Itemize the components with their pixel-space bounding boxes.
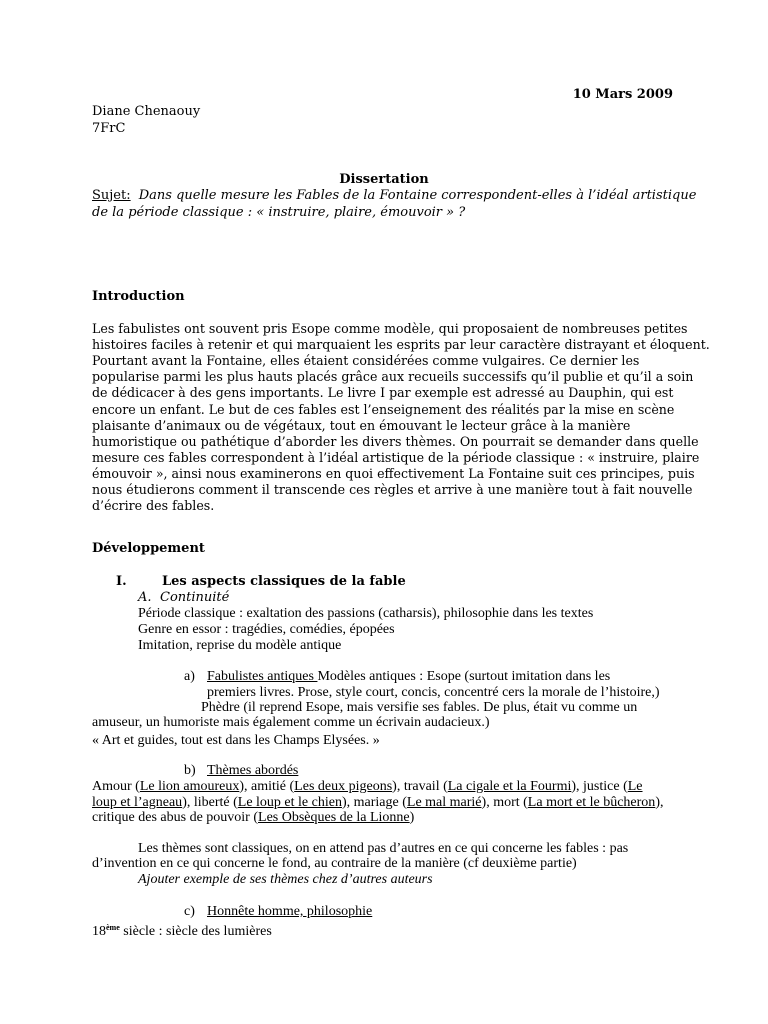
themes-text: ),: [655, 795, 664, 810]
introduction-line: humoristique ou pathétique d’aborder les divers thèmes. On pourrait se demander dans quelle: [92, 433, 699, 449]
themes-text: critique des abus de pouvoir (: [92, 810, 259, 825]
development-heading: Développement: [92, 541, 205, 556]
document-date: 10 Mars 2009: [572, 87, 673, 102]
themes-text: Amour (: [92, 779, 140, 794]
introduction-heading: Introduction: [92, 289, 185, 304]
fable-title: loup et l’agneau: [92, 795, 183, 810]
themes-line-3: [92, 810, 414, 826]
class-code: 7FrC: [92, 121, 126, 136]
item-a-quote: « Art et guides, tout est dans les Champs Elysées. »: [92, 733, 380, 748]
century-superscript: ème: [106, 923, 120, 932]
themes-text: ), liberté (: [182, 795, 238, 810]
themes-line-2: [92, 795, 663, 811]
fable-title: Les Obsèques de la Lionne: [258, 810, 410, 825]
item-c-letter: c): [184, 904, 195, 919]
subject-line-2: de la période classique : « instruire, plaire, émouvoir » ?: [92, 205, 466, 220]
context-line-1: Période classique : exaltation des passions (catharsis), philosophie dans les textes: [138, 606, 594, 621]
introduction-line: encore un enfant. Le but de ces fables est l’enseignement des réalités par la mise en scène: [92, 401, 675, 417]
document-title: Dissertation: [339, 172, 429, 187]
century-text: siècle : siècle des lumières: [119, 924, 272, 939]
fable-title: La mort et le bûcheron: [527, 795, 656, 810]
item-a-line-1: [207, 669, 610, 685]
introduction-line: popularise parmi les plus hauts placés grâce aux recueils successifs qu’il publie et qu’il a soin: [92, 369, 694, 385]
themes-text: ), mariage (: [341, 795, 407, 810]
item-a-line-4: amuseur, un humoriste mais également comme un écrivain audacieux.): [92, 715, 490, 730]
introduction-line: d’écrire des fables.: [92, 498, 215, 514]
item-a-letter: a): [184, 669, 195, 684]
author-name: Diane Chenaouy: [92, 104, 201, 119]
themes-paragraph-line-2: d’invention en ce qui concerne le fond, au contraire de la manière (cf deuxième partie): [92, 856, 577, 871]
century-line: [92, 920, 272, 940]
fable-title: Le: [627, 779, 643, 794]
fable-title: La cigale et la Fourmi: [447, 779, 572, 794]
themes-text: ), travail (: [392, 779, 448, 794]
item-c-title: Honnête homme, philosophie: [207, 904, 373, 919]
themes-text: ): [409, 810, 415, 825]
themes-note: Ajouter exemple de ses thèmes chez d’autres auteurs: [138, 872, 433, 887]
themes-paragraph-line-1: Les thèmes sont classiques, on en attend pas d’autres en ce qui concerne les fables : pas: [138, 841, 629, 856]
century-number: 18: [92, 924, 106, 939]
subject-label: Sujet:: [92, 188, 131, 203]
item-b-title: Thèmes abordés: [207, 763, 299, 778]
introduction-line: mesure ces fables correspondent à l’idéal artistique de la période classique : « instruire, plaire: [92, 449, 700, 465]
fable-title: Les deux pigeons: [294, 779, 393, 794]
subpart-a-letter: A.: [138, 590, 152, 605]
fable-title: Le mal marié: [406, 795, 482, 810]
subject-text: Dans quelle mesure les Fables de la Fontaine correspondent-elles à l’idéal artistique: [138, 188, 697, 203]
subpart-a-title: Continuité: [160, 590, 230, 605]
item-a-line-3: Phèdre (il reprend Esope, mais versifie ses fables. De plus, était vu comme un: [201, 700, 638, 715]
introduction-line: plaisante d’animaux ou de végétaux, tout en émouvant le lecteur grâce à la manière: [92, 417, 631, 433]
themes-line-1: [92, 779, 643, 795]
item-a-title: Fabulistes antiques: [207, 669, 318, 684]
introduction-line: histoires faciles à retenir et qui marquaient les esprits par leur caractère distrayant et éloquent.: [92, 337, 710, 353]
introduction-line: émouvoir », ainsi nous examinerons en quoi effectivement La Fontaine suit ces principes, puis: [92, 465, 695, 481]
context-line-2: Genre en essor : tragédies, comédies, épopées: [138, 622, 395, 637]
item-a-text: Modèles antiques : Esope (surtout imitation dans les: [317, 669, 611, 684]
part-1-title: Les aspects classiques de la fable: [162, 574, 406, 589]
themes-text: ), mort (: [481, 795, 528, 810]
themes-text: ), amitié (: [239, 779, 295, 794]
introduction-line: nous étudierons comment il transcende ces règles et arrive à une manière tout à fait nouvelle: [92, 482, 693, 497]
introduction-line: Les fabulistes ont souvent pris Esope comme modèle, qui proposaient de nombreuses petites: [92, 321, 688, 336]
subject-line-1: [92, 187, 696, 204]
introduction-line: Pourtant avant la Fontaine, elles étaient considérées comme vulgaires. Ce dernier les: [92, 353, 640, 369]
part-1-numeral: I.: [116, 574, 127, 589]
item-b-letter: b): [184, 763, 196, 778]
fable-title: Le lion amoureux: [139, 779, 240, 794]
fable-title: Le loup et le chien: [237, 795, 342, 810]
context-line-3: Imitation, reprise du modèle antique: [138, 638, 342, 653]
item-a-line-2: premiers livres. Prose, style court, concis, concentré cers la morale de l’histoire,): [207, 685, 660, 700]
introduction-line: de dédicacer à des gens importants. Le livre I par exemple est adressé au Dauphin, qui est: [92, 385, 674, 401]
themes-text: ), justice (: [571, 779, 628, 794]
